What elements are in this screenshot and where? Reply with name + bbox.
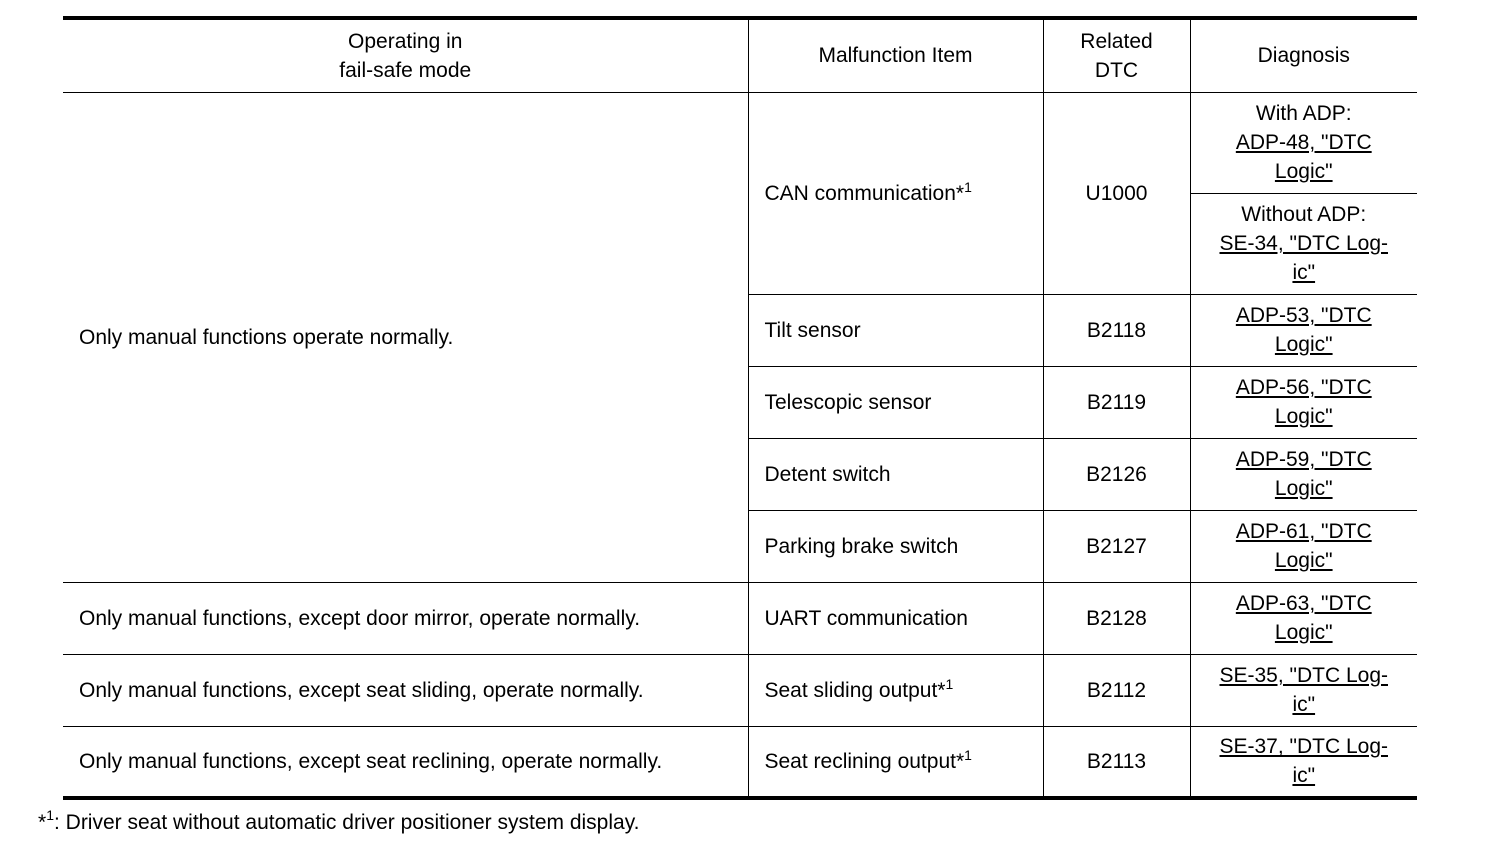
header-mode [63, 18, 748, 92]
footnote-text: : Driver seat without automatic driver positioner system display. [53, 811, 640, 834]
footnote-ref: 1 [964, 178, 972, 195]
diagnosis-link[interactable]: ADP-53, "DTC Logic" [1235, 304, 1372, 356]
fail-safe-table [63, 16, 1417, 800]
header-mode-line1: Operating in [348, 29, 463, 53]
header-diagnosis: Diagnosis [1190, 18, 1417, 92]
item-cell: Tilt sensor [748, 294, 1043, 366]
item-text: Seat reclining output* [764, 749, 965, 773]
diagnosis-link[interactable]: SE-37, "DTC Log- ic" [1219, 735, 1388, 788]
item-cell: UART communication [748, 582, 1043, 654]
diagnosis-link[interactable]: ADP-56, "DTC Logic" [1235, 376, 1372, 428]
diagnosis-label: Without ADP: [1241, 203, 1367, 226]
item-cell [748, 654, 1043, 726]
footnote-sup: 1 [46, 807, 54, 823]
dtc-cell: B2112 [1043, 654, 1190, 726]
mode-cell: Only manual functions, except door mirror, operate normally. [63, 582, 748, 654]
mode-cell: Only manual functions, except seat sliding, operate normally. [63, 654, 748, 726]
table-row [63, 726, 1417, 798]
dtc-cell: U1000 [1043, 92, 1190, 294]
header-dtc [1043, 18, 1190, 92]
diagnosis-cell [1190, 726, 1417, 798]
diagnosis-cell [1190, 92, 1417, 193]
dtc-cell: B2126 [1043, 438, 1190, 510]
table-row [63, 654, 1417, 726]
diagnosis-cell [1190, 193, 1417, 294]
header-item: Malfunction Item [748, 18, 1043, 92]
diagnosis-cell [1190, 582, 1417, 654]
dtc-cell: B2128 [1043, 582, 1190, 654]
diagnosis-cell [1190, 510, 1417, 582]
item-cell: Parking brake switch [748, 510, 1043, 582]
mode-cell: Only manual functions operate normally. [63, 92, 748, 582]
footnote-ref: 1 [945, 675, 954, 692]
header-dtc-line1: Related [1080, 29, 1153, 53]
diagnosis-link[interactable]: SE-34, "DTC Log- ic" [1219, 232, 1388, 284]
footnote [38, 809, 639, 837]
diagnosis-link[interactable]: ADP-63, "DTC Logic" [1235, 592, 1372, 644]
diagnosis-cell [1190, 438, 1417, 510]
diagnosis-link[interactable]: ADP-61, "DTC Logic" [1235, 520, 1372, 572]
diagnosis-label: With ADP: [1255, 102, 1352, 125]
diagnosis-cell [1190, 366, 1417, 438]
mode-cell: Only manual functions, except seat reclining, operate normally. [63, 726, 748, 798]
header-dtc-line2: DTC [1094, 58, 1139, 82]
header-mode-line2: fail-safe mode [339, 58, 472, 82]
table-row [63, 582, 1417, 654]
footnote-ref: 1 [964, 746, 972, 763]
table-row [63, 92, 1417, 193]
item-text: Seat sliding output* [764, 678, 946, 702]
item-cell: Telescopic sensor [748, 366, 1043, 438]
diagnosis-link[interactable]: SE-35, "DTC Log- ic" [1219, 664, 1388, 716]
dtc-cell: B2113 [1043, 726, 1190, 798]
dtc-cell: B2118 [1043, 294, 1190, 366]
diagnosis-link[interactable]: ADP-48, "DTC Logic" [1235, 131, 1372, 183]
diagnosis-cell [1190, 294, 1417, 366]
diagnosis-cell [1190, 654, 1417, 726]
dtc-cell: B2119 [1043, 366, 1190, 438]
item-cell: Detent switch [748, 438, 1043, 510]
item-cell [748, 92, 1043, 294]
header-row [63, 18, 1417, 92]
dtc-cell: B2127 [1043, 510, 1190, 582]
item-text: CAN communication* [764, 181, 965, 205]
footnote-mark: * [38, 811, 47, 834]
item-cell [748, 726, 1043, 798]
diagnosis-link[interactable]: ADP-59, "DTC Logic" [1235, 448, 1372, 500]
